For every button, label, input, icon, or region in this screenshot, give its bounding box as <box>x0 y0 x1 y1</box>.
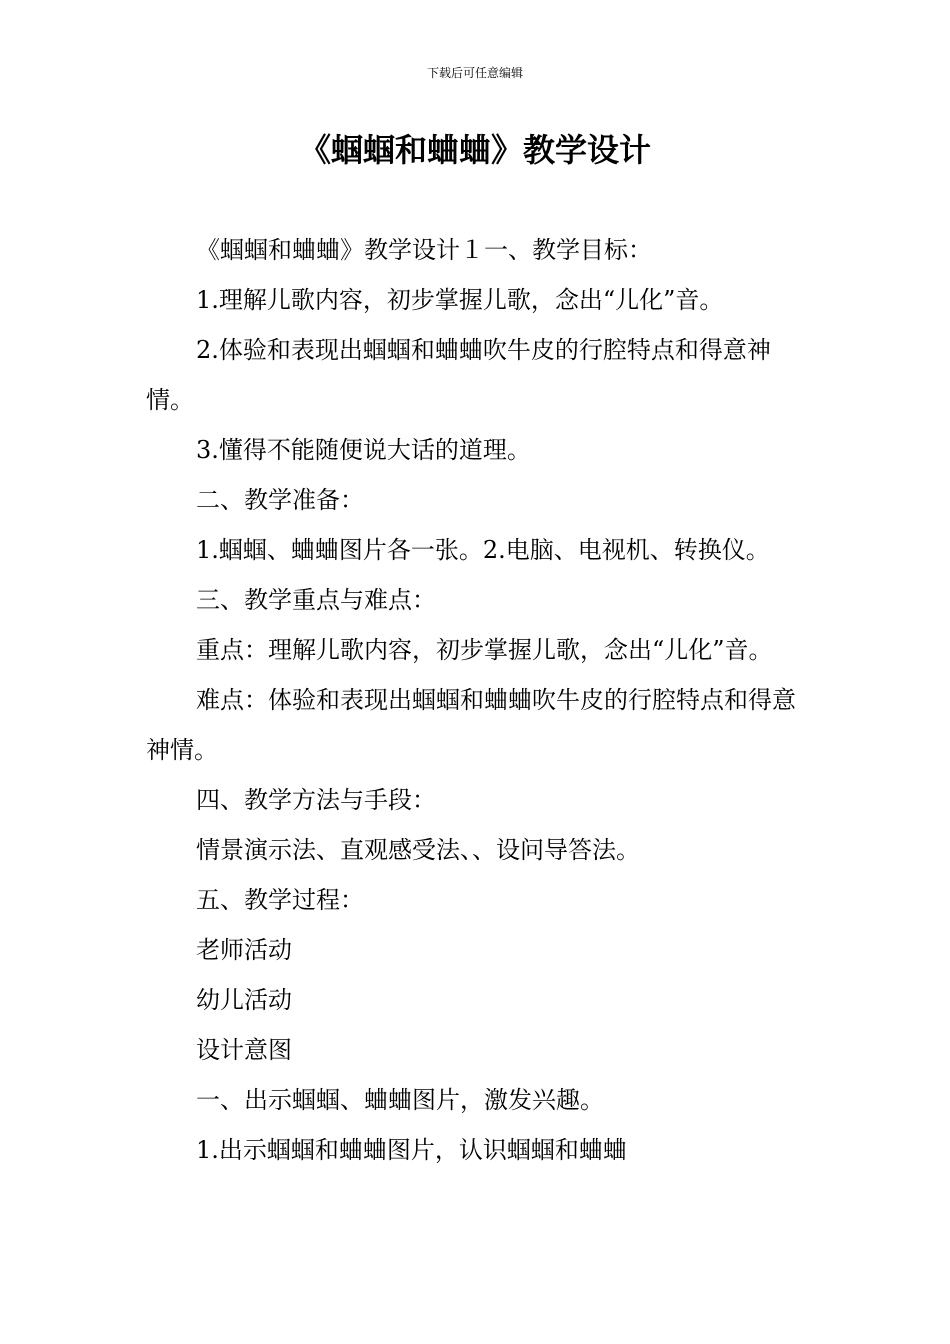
header-note: 下载后可任意编辑 <box>426 66 523 80</box>
paragraph-goal-2: 2.体验和表现出蝈蝈和蛐蛐吹牛皮的行腔特点和得意神情。 <box>146 336 771 414</box>
paragraph-goal-3: 3.懂得不能随便说大话的道理。 <box>196 436 531 464</box>
label-design-intent: 设计意图 <box>196 1036 292 1064</box>
document-body <box>146 225 810 1175</box>
paragraph-step-1-1: 1.出示蝈蝈和蛐蛐图片，认识蝈蝈和蛐蛐 <box>196 1136 627 1164</box>
paragraph-preparation-items: 1.蝈蝈、蛐蛐图片各一张。2.电脑、电视机、转换仪。 <box>196 536 770 564</box>
heading-key-points: 三、教学重点与难点： <box>196 586 436 614</box>
heading-step-1: 一、出示蝈蝈、蛐蛐图片，激发兴趣。 <box>196 1086 604 1114</box>
paragraph-key-point: 重点：理解儿歌内容，初步掌握儿歌，念出“儿化”音。 <box>196 636 773 664</box>
paragraph-intro-goals: 《蝈蝈和蛐蛐》教学设计１一、教学目标： <box>196 236 652 264</box>
label-child-activity: 幼儿活动 <box>196 986 292 1014</box>
heading-process: 五、教学过程： <box>196 886 364 914</box>
paragraph-difficult-point: 难点：体验和表现出蝈蝈和蛐蛐吹牛皮的行腔特点和得意神情。 <box>146 686 796 764</box>
label-teacher-activity: 老师活动 <box>196 936 292 964</box>
heading-methods: 四、教学方法与手段： <box>196 786 436 814</box>
document-title: 《蝈蝈和蛐蛐》教学设计 <box>298 131 651 169</box>
heading-preparation: 二、教学准备： <box>196 486 364 514</box>
paragraph-methods: 情景演示法、直观感受法、、设问导答法。 <box>196 836 640 864</box>
paragraph-goal-1: 1.理解儿歌内容，初步掌握儿歌，念出“儿化”音。 <box>196 286 724 314</box>
